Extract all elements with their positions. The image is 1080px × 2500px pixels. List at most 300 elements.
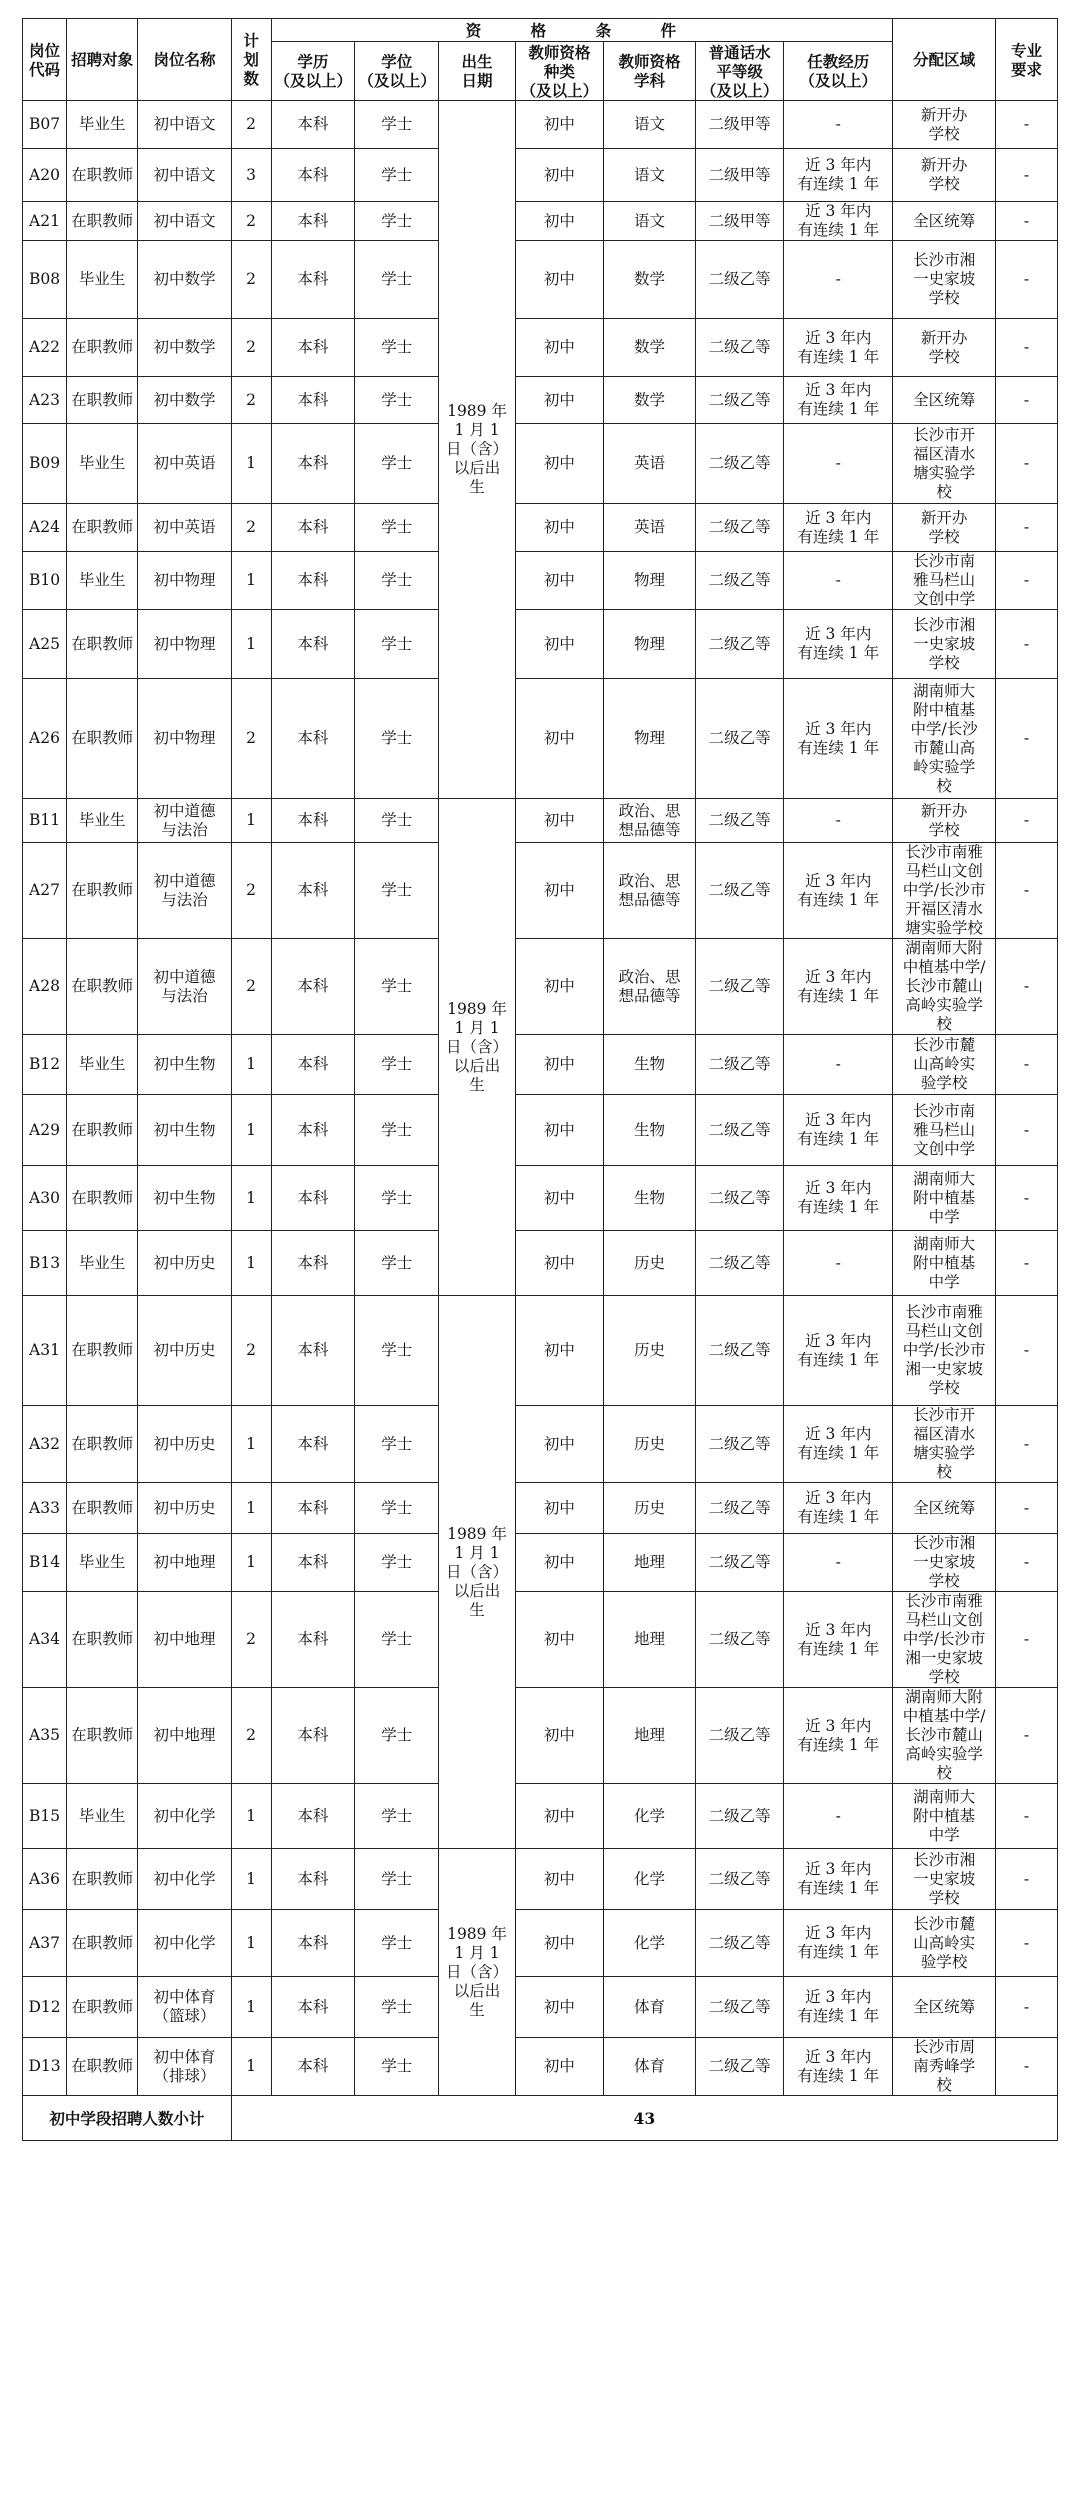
cell-mandarin: 二级乙等 (696, 1166, 784, 1231)
table-row (23, 1166, 1058, 1231)
cell-name: 初中语文 (138, 149, 231, 202)
cell-code: A25 (23, 610, 67, 679)
cell-plan: 2 (231, 1592, 271, 1688)
cell-major: - (996, 1977, 1058, 2038)
cell-name: 初中数学 (138, 319, 231, 377)
cell-mandarin: 二级乙等 (696, 843, 784, 939)
cell-subject: 地理 (603, 1534, 695, 1592)
cell-degree: 学士 (355, 1534, 439, 1592)
cell-exp: - (784, 101, 893, 149)
cell-target: 毕业生 (67, 1784, 138, 1849)
cell-region: 新开办 学校 (893, 504, 996, 552)
cell-plan: 1 (231, 1977, 271, 2038)
cell-subject: 数学 (603, 377, 695, 424)
cell-name: 初中物理 (138, 610, 231, 679)
table-row (23, 552, 1058, 610)
cell-plan: 1 (231, 1406, 271, 1483)
cell-degree: 学士 (355, 843, 439, 939)
cell-cert: 初中 (515, 101, 603, 149)
cell-region: 长沙市湘 一史家坡 学校 (893, 241, 996, 319)
cell-plan: 1 (231, 424, 271, 504)
cell-code: B08 (23, 241, 67, 319)
cell-subject: 历史 (603, 1231, 695, 1296)
header-major: 专业 要求 (996, 19, 1058, 101)
header-mandarin: 普通话水 平等级 （及以上） (696, 42, 784, 101)
cell-edu: 本科 (271, 202, 355, 241)
cell-region: 湖南师大 附中植基 中学 (893, 1166, 996, 1231)
cell-name: 初中化学 (138, 1784, 231, 1849)
cell-degree: 学士 (355, 1166, 439, 1231)
table-row (23, 939, 1058, 1035)
cell-major: - (996, 1688, 1058, 1784)
cell-mandarin: 二级乙等 (696, 939, 784, 1035)
cell-target: 在职教师 (67, 1406, 138, 1483)
cell-target: 在职教师 (67, 1849, 138, 1910)
cell-exp: 近 3 年内 有连续 1 年 (784, 1910, 893, 1977)
cell-cert: 初中 (515, 1592, 603, 1688)
cell-region: 长沙市南 雅马栏山 文创中学 (893, 552, 996, 610)
cell-subject: 政治、思 想品德等 (603, 843, 695, 939)
cell-cert: 初中 (515, 843, 603, 939)
cell-cert: 初中 (515, 1910, 603, 1977)
cell-mandarin: 二级乙等 (696, 1910, 784, 1977)
cell-exp: 近 3 年内 有连续 1 年 (784, 843, 893, 939)
cell-major: - (996, 1231, 1058, 1296)
header-row-1 (23, 19, 1058, 42)
cell-code: A22 (23, 319, 67, 377)
cell-plan: 2 (231, 241, 271, 319)
cell-code: A31 (23, 1296, 67, 1406)
cell-target: 在职教师 (67, 319, 138, 377)
cell-degree: 学士 (355, 424, 439, 504)
cell-edu: 本科 (271, 377, 355, 424)
cell-target: 在职教师 (67, 1166, 138, 1231)
recruitment-table (22, 18, 1058, 2141)
cell-subject: 地理 (603, 1592, 695, 1688)
table-body (23, 101, 1058, 2141)
cell-plan: 1 (231, 1849, 271, 1910)
cell-major: - (996, 1784, 1058, 1849)
cell-mandarin: 二级乙等 (696, 1483, 784, 1534)
cell-target: 在职教师 (67, 1977, 138, 2038)
table-row (23, 1231, 1058, 1296)
cell-edu: 本科 (271, 1095, 355, 1166)
header-degree: 学位 （及以上） (355, 42, 439, 101)
cell-code: A35 (23, 1688, 67, 1784)
cell-plan: 2 (231, 1296, 271, 1406)
table-row (23, 1035, 1058, 1095)
cell-edu: 本科 (271, 424, 355, 504)
cell-code: B07 (23, 101, 67, 149)
cell-degree: 学士 (355, 2038, 439, 2096)
cell-target: 在职教师 (67, 202, 138, 241)
cell-cert: 初中 (515, 377, 603, 424)
header-education: 学历 （及以上） (271, 42, 355, 101)
cell-code: A21 (23, 202, 67, 241)
cell-subject: 英语 (603, 424, 695, 504)
cell-code: A32 (23, 1406, 67, 1483)
cell-cert: 初中 (515, 1483, 603, 1534)
cell-subject: 数学 (603, 319, 695, 377)
cell-name: 初中道德 与法治 (138, 939, 231, 1035)
cell-degree: 学士 (355, 1406, 439, 1483)
header-target: 招聘对象 (67, 19, 138, 101)
cell-plan: 2 (231, 843, 271, 939)
cell-major: - (996, 319, 1058, 377)
cell-region: 新开办 学校 (893, 319, 996, 377)
cell-major: - (996, 552, 1058, 610)
cell-exp: 近 3 年内 有连续 1 年 (784, 1977, 893, 2038)
cell-exp: - (784, 552, 893, 610)
cell-region: 长沙市南雅 马栏山文创 中学/长沙市 开福区清水 塘实验学校 (893, 843, 996, 939)
cell-mandarin: 二级乙等 (696, 504, 784, 552)
table-row (23, 1095, 1058, 1166)
cell-mandarin: 二级乙等 (696, 1977, 784, 2038)
cell-exp: 近 3 年内 有连续 1 年 (784, 679, 893, 799)
header-birth: 出生 日期 (439, 42, 516, 101)
cell-plan: 1 (231, 1035, 271, 1095)
cell-subject: 生物 (603, 1035, 695, 1095)
table-row (23, 843, 1058, 939)
cell-plan: 2 (231, 202, 271, 241)
cell-region: 新开办 学校 (893, 149, 996, 202)
cell-target: 在职教师 (67, 2038, 138, 2096)
cell-degree: 学士 (355, 1688, 439, 1784)
cell-major: - (996, 1849, 1058, 1910)
table-row (23, 679, 1058, 799)
cell-target: 在职教师 (67, 1910, 138, 1977)
cell-cert: 初中 (515, 1035, 603, 1095)
cell-region: 长沙市湘 一史家坡 学校 (893, 1849, 996, 1910)
cell-major: - (996, 843, 1058, 939)
cell-exp: 近 3 年内 有连续 1 年 (784, 1849, 893, 1910)
cell-cert: 初中 (515, 2038, 603, 2096)
summary-row (23, 2096, 1058, 2141)
cell-code: B11 (23, 799, 67, 843)
header-region: 分配区域 (893, 19, 996, 101)
cell-degree: 学士 (355, 504, 439, 552)
cell-edu: 本科 (271, 799, 355, 843)
cell-subject: 物理 (603, 610, 695, 679)
table-row (23, 1849, 1058, 1910)
cell-edu: 本科 (271, 552, 355, 610)
cell-cert: 初中 (515, 202, 603, 241)
cell-major: - (996, 424, 1058, 504)
cell-degree: 学士 (355, 939, 439, 1035)
cell-major: - (996, 1534, 1058, 1592)
summary-label: 初中学段招聘人数小计 (23, 2096, 232, 2141)
cell-region: 全区统筹 (893, 377, 996, 424)
cell-name: 初中生物 (138, 1035, 231, 1095)
header-experience: 任教经历 （及以上） (784, 42, 893, 101)
cell-subject: 体育 (603, 1977, 695, 2038)
cell-major: - (996, 610, 1058, 679)
cell-edu: 本科 (271, 1784, 355, 1849)
cell-target: 毕业生 (67, 241, 138, 319)
cell-cert: 初中 (515, 424, 603, 504)
cell-name: 初中地理 (138, 1534, 231, 1592)
cell-mandarin: 二级乙等 (696, 1296, 784, 1406)
cell-cert: 初中 (515, 1166, 603, 1231)
cell-exp: 近 3 年内 有连续 1 年 (784, 2038, 893, 2096)
cell-name: 初中数学 (138, 241, 231, 319)
table-row (23, 319, 1058, 377)
cell-mandarin: 二级乙等 (696, 377, 784, 424)
cell-subject: 生物 (603, 1095, 695, 1166)
cell-edu: 本科 (271, 1296, 355, 1406)
cell-cert: 初中 (515, 1784, 603, 1849)
cell-subject: 语文 (603, 101, 695, 149)
cell-code: A30 (23, 1166, 67, 1231)
cell-name: 初中语文 (138, 101, 231, 149)
cell-edu: 本科 (271, 319, 355, 377)
cell-region: 新开办 学校 (893, 799, 996, 843)
cell-subject: 物理 (603, 679, 695, 799)
cell-name: 初中物理 (138, 679, 231, 799)
cell-edu: 本科 (271, 1035, 355, 1095)
cell-region: 长沙市南 雅马栏山 文创中学 (893, 1095, 996, 1166)
cell-mandarin: 二级甲等 (696, 149, 784, 202)
header-cert-type: 教师资格 种类 （及以上） (515, 42, 603, 101)
cell-name: 初中英语 (138, 504, 231, 552)
cell-code: B12 (23, 1035, 67, 1095)
cell-subject: 体育 (603, 2038, 695, 2096)
cell-code: B09 (23, 424, 67, 504)
cell-code: A29 (23, 1095, 67, 1166)
cell-major: - (996, 1592, 1058, 1688)
cell-region: 长沙市南雅 马栏山文创 中学/长沙市 湘一史家坡 学校 (893, 1592, 996, 1688)
cell-region: 全区统筹 (893, 1977, 996, 2038)
cell-edu: 本科 (271, 149, 355, 202)
cell-code: B15 (23, 1784, 67, 1849)
header-code: 岗位 代码 (23, 19, 67, 101)
recruitment-table-container (22, 18, 1058, 2141)
cell-cert: 初中 (515, 679, 603, 799)
cell-name: 初中历史 (138, 1296, 231, 1406)
cell-major: - (996, 377, 1058, 424)
cell-exp: 近 3 年内 有连续 1 年 (784, 149, 893, 202)
header-plan: 计 划 数 (231, 19, 271, 101)
cell-plan: 2 (231, 939, 271, 1035)
cell-mandarin: 二级乙等 (696, 1849, 784, 1910)
cell-plan: 1 (231, 799, 271, 843)
cell-mandarin: 二级乙等 (696, 1231, 784, 1296)
cell-exp: - (784, 1035, 893, 1095)
header-name: 岗位名称 (138, 19, 231, 101)
cell-plan: 1 (231, 552, 271, 610)
table-row (23, 2038, 1058, 2096)
cell-target: 在职教师 (67, 377, 138, 424)
table-row (23, 504, 1058, 552)
cell-major: - (996, 1035, 1058, 1095)
cell-exp: 近 3 年内 有连续 1 年 (784, 377, 893, 424)
cell-mandarin: 二级乙等 (696, 1784, 784, 1849)
cell-edu: 本科 (271, 1534, 355, 1592)
cell-major: - (996, 101, 1058, 149)
cell-region: 长沙市湘 一史家坡 学校 (893, 610, 996, 679)
cell-plan: 2 (231, 504, 271, 552)
cell-region: 新开办 学校 (893, 101, 996, 149)
cell-plan: 2 (231, 1688, 271, 1784)
cell-edu: 本科 (271, 101, 355, 149)
cell-major: - (996, 1910, 1058, 1977)
cell-cert: 初中 (515, 241, 603, 319)
cell-target: 在职教师 (67, 1296, 138, 1406)
cell-exp: - (784, 799, 893, 843)
table-row (23, 377, 1058, 424)
cell-name: 初中数学 (138, 377, 231, 424)
cell-edu: 本科 (271, 679, 355, 799)
cell-code: A34 (23, 1592, 67, 1688)
cell-name: 初中道德 与法治 (138, 843, 231, 939)
cell-mandarin: 二级乙等 (696, 1534, 784, 1592)
cell-subject: 地理 (603, 1688, 695, 1784)
cell-name: 初中历史 (138, 1231, 231, 1296)
cell-target: 毕业生 (67, 1035, 138, 1095)
cell-subject: 生物 (603, 1166, 695, 1231)
cell-code: A26 (23, 679, 67, 799)
cell-region: 全区统筹 (893, 1483, 996, 1534)
cell-code: D12 (23, 1977, 67, 2038)
cell-plan: 1 (231, 1784, 271, 1849)
cell-target: 在职教师 (67, 149, 138, 202)
cell-cert: 初中 (515, 552, 603, 610)
cell-mandarin: 二级乙等 (696, 1406, 784, 1483)
cell-name: 初中体育 （篮球） (138, 1977, 231, 2038)
cell-exp: 近 3 年内 有连续 1 年 (784, 1095, 893, 1166)
table-row (23, 149, 1058, 202)
cell-edu: 本科 (271, 1231, 355, 1296)
cell-subject: 数学 (603, 241, 695, 319)
cell-degree: 学士 (355, 679, 439, 799)
cell-subject: 物理 (603, 552, 695, 610)
cell-exp: 近 3 年内 有连续 1 年 (784, 202, 893, 241)
cell-target: 在职教师 (67, 504, 138, 552)
table-row (23, 1910, 1058, 1977)
cell-major: - (996, 939, 1058, 1035)
cell-major: - (996, 202, 1058, 241)
birth-date-cell: 1989 年 1 月 1 日（含） 以后出 生 (439, 799, 516, 1296)
cell-edu: 本科 (271, 1977, 355, 2038)
cell-degree: 学士 (355, 1592, 439, 1688)
cell-subject: 历史 (603, 1296, 695, 1406)
cell-mandarin: 二级乙等 (696, 1688, 784, 1784)
cell-cert: 初中 (515, 1534, 603, 1592)
cell-region: 长沙市湘 一史家坡 学校 (893, 1534, 996, 1592)
cell-cert: 初中 (515, 1849, 603, 1910)
cell-name: 初中化学 (138, 1910, 231, 1977)
table-row (23, 1534, 1058, 1592)
cell-cert: 初中 (515, 939, 603, 1035)
cell-plan: 2 (231, 319, 271, 377)
cell-code: A36 (23, 1849, 67, 1910)
cell-degree: 学士 (355, 1977, 439, 2038)
table-row (23, 1592, 1058, 1688)
cell-major: - (996, 799, 1058, 843)
cell-plan: 1 (231, 1910, 271, 1977)
cell-code: B10 (23, 552, 67, 610)
cell-subject: 化学 (603, 1910, 695, 1977)
cell-plan: 1 (231, 2038, 271, 2096)
cell-region: 湖南师大 附中植基 中学 (893, 1784, 996, 1849)
cell-code: D13 (23, 2038, 67, 2096)
table-row (23, 610, 1058, 679)
cell-edu: 本科 (271, 1483, 355, 1534)
cell-plan: 1 (231, 1166, 271, 1231)
cell-region: 湖南师大 附中植基 中学 (893, 1231, 996, 1296)
table-row (23, 1483, 1058, 1534)
cell-exp: - (784, 1534, 893, 1592)
cell-exp: 近 3 年内 有连续 1 年 (784, 1166, 893, 1231)
cell-name: 初中历史 (138, 1483, 231, 1534)
cell-degree: 学士 (355, 1035, 439, 1095)
cell-major: - (996, 1095, 1058, 1166)
cell-plan: 1 (231, 1483, 271, 1534)
cell-target: 毕业生 (67, 1534, 138, 1592)
cell-degree: 学士 (355, 1231, 439, 1296)
cell-region: 全区统筹 (893, 202, 996, 241)
cell-name: 初中化学 (138, 1849, 231, 1910)
cell-target: 在职教师 (67, 1688, 138, 1784)
cell-degree: 学士 (355, 1910, 439, 1977)
cell-name: 初中语文 (138, 202, 231, 241)
cell-name: 初中道德 与法治 (138, 799, 231, 843)
cell-degree: 学士 (355, 149, 439, 202)
table-row (23, 1784, 1058, 1849)
cell-code: A28 (23, 939, 67, 1035)
table-row (23, 241, 1058, 319)
cell-plan: 3 (231, 149, 271, 202)
cell-plan: 1 (231, 610, 271, 679)
cell-subject: 历史 (603, 1406, 695, 1483)
cell-region: 长沙市南雅 马栏山文创 中学/长沙市 湘一史家坡 学校 (893, 1296, 996, 1406)
cell-code: B14 (23, 1534, 67, 1592)
cell-subject: 化学 (603, 1849, 695, 1910)
cell-target: 在职教师 (67, 610, 138, 679)
cell-edu: 本科 (271, 1592, 355, 1688)
cell-cert: 初中 (515, 1231, 603, 1296)
cell-subject: 语文 (603, 202, 695, 241)
cell-cert: 初中 (515, 1406, 603, 1483)
cell-mandarin: 二级乙等 (696, 552, 784, 610)
cell-edu: 本科 (271, 1688, 355, 1784)
cell-cert: 初中 (515, 1095, 603, 1166)
cell-mandarin: 二级乙等 (696, 1095, 784, 1166)
cell-region: 长沙市周 南秀峰学 校 (893, 2038, 996, 2096)
cell-name: 初中体育 （排球） (138, 2038, 231, 2096)
cell-mandarin: 二级乙等 (696, 424, 784, 504)
table-row (23, 1977, 1058, 2038)
cell-cert: 初中 (515, 610, 603, 679)
cell-edu: 本科 (271, 1910, 355, 1977)
cell-degree: 学士 (355, 610, 439, 679)
cell-code: A23 (23, 377, 67, 424)
cell-target: 在职教师 (67, 939, 138, 1035)
cell-mandarin: 二级乙等 (696, 1035, 784, 1095)
cell-name: 初中英语 (138, 424, 231, 504)
cell-target: 毕业生 (67, 424, 138, 504)
cell-mandarin: 二级乙等 (696, 610, 784, 679)
cell-edu: 本科 (271, 2038, 355, 2096)
cell-plan: 1 (231, 1231, 271, 1296)
cell-major: - (996, 1406, 1058, 1483)
table-row (23, 1688, 1058, 1784)
cell-code: A27 (23, 843, 67, 939)
cell-major: - (996, 1296, 1058, 1406)
birth-date-cell: 1989 年 1 月 1 日（含） 以后出 生 (439, 101, 516, 799)
table-row (23, 1296, 1058, 1406)
cell-subject: 政治、思 想品德等 (603, 939, 695, 1035)
